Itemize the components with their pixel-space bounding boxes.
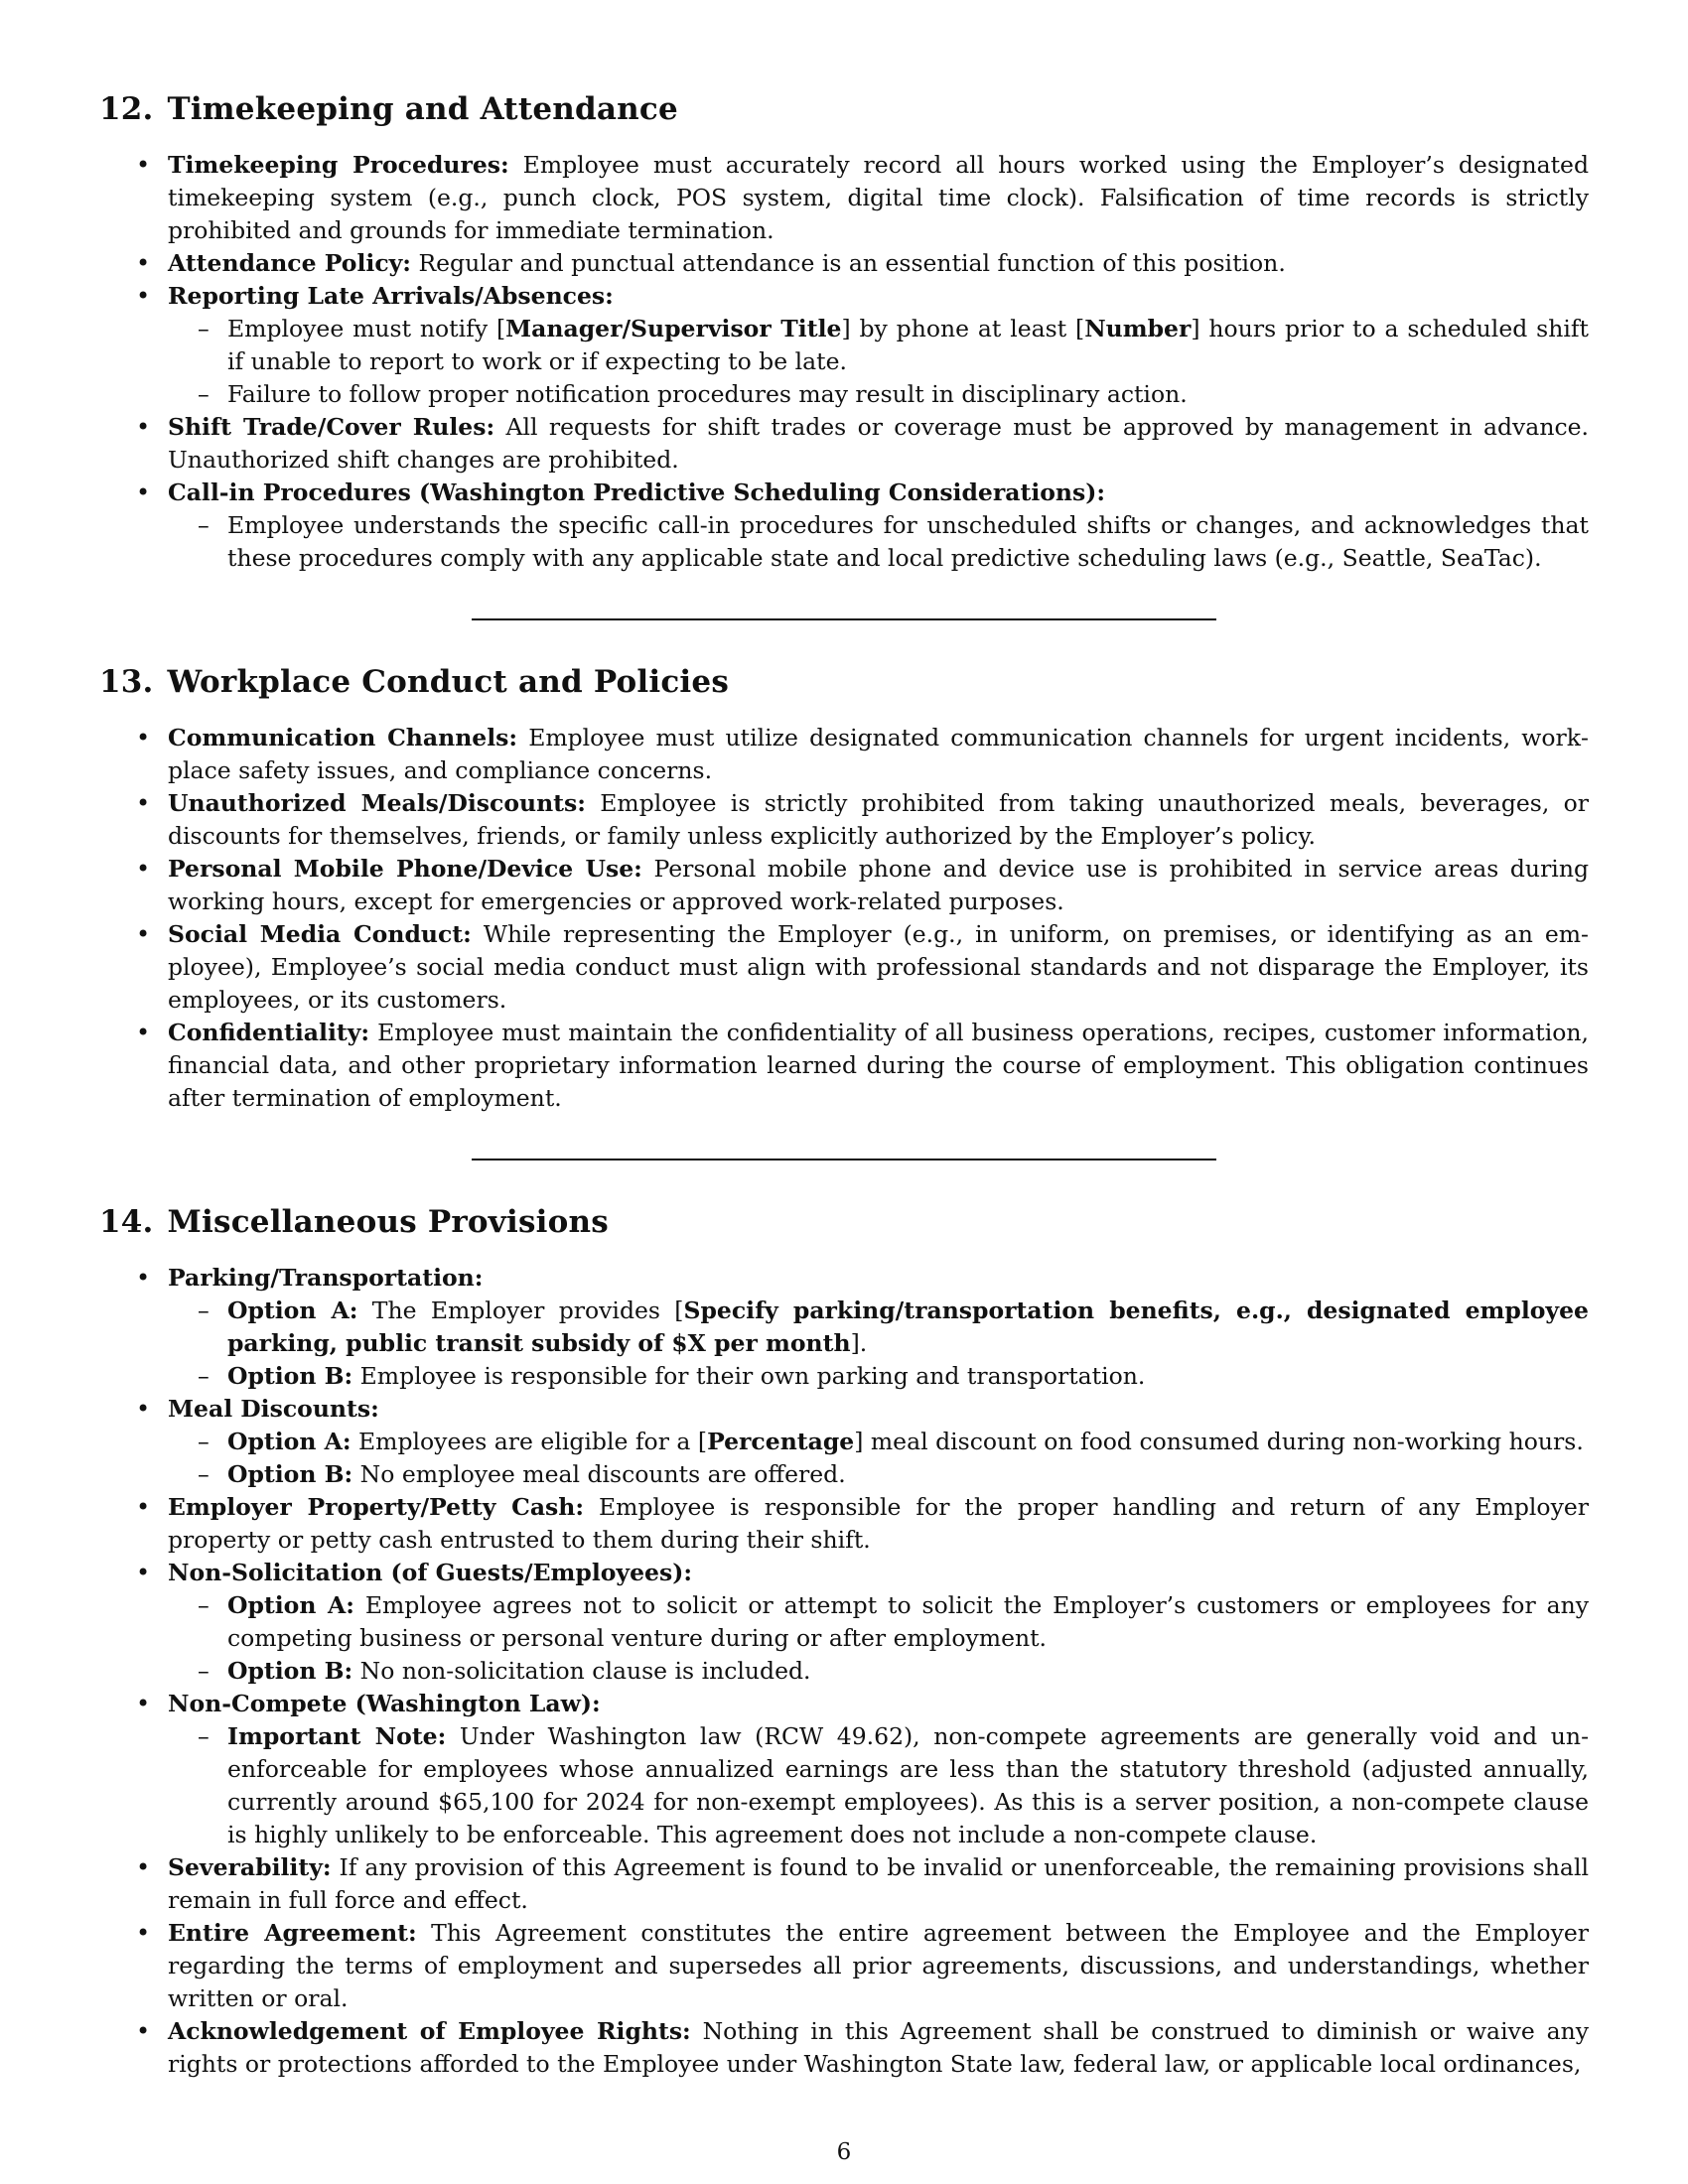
- sub-list: [168, 1295, 1589, 1393]
- sub-list: [168, 1589, 1589, 1688]
- item-label: Personal Mobile Phone/Device Use:: [168, 855, 642, 883]
- item-label: Attendance Policy:: [168, 249, 411, 277]
- option-label: Option A:: [227, 1591, 354, 1619]
- item-label: Non-Solicitation (of Guests/Employees):: [168, 1559, 693, 1586]
- sub-list-item: [168, 313, 1589, 378]
- item-text: Regular and punctual attendance is an essential function of this position.: [418, 249, 1286, 277]
- sub-list-item: [168, 1720, 1589, 1851]
- bullet-list: [99, 1262, 1589, 2081]
- placeholder-field: Percentage: [707, 1428, 855, 1455]
- list-item: [99, 2015, 1589, 2081]
- item-label: Timekeeping Procedures:: [168, 151, 509, 179]
- item-label: Entire Agreement:: [168, 1919, 417, 1947]
- placeholder-field: Specify parking/transportation benefits, e.g., designated employee parking, public transit subsidy of $X per month: [227, 1297, 1589, 1357]
- sub-list: [168, 1720, 1589, 1851]
- section-heading: [99, 1204, 1589, 1240]
- item-text: While representing the Employer (e.g., in uniform, on premises, or identifying as an employee), Employee’s social media conduct must align with professional standards and not disparage the Employer, its employees, or its customers.: [168, 920, 1589, 1014]
- page-number: 6: [836, 2139, 852, 2165]
- sub-list: [168, 313, 1589, 411]
- item-text: No non-solicitation clause is included.: [359, 1657, 811, 1685]
- section-title: Miscellaneous Provisions: [167, 1204, 609, 1240]
- horizontal-rule: [472, 1159, 1216, 1160]
- option-label: Option B:: [227, 1460, 353, 1488]
- option-label: Option B:: [227, 1657, 353, 1685]
- list-item: [99, 280, 1589, 411]
- item-text: Employee must utilize designated communication channels for urgent incidents, workplace safety issues, and compliance concerns.: [168, 724, 1589, 784]
- horizontal-rule: [472, 618, 1216, 620]
- item-label: Confidentiality:: [168, 1019, 370, 1046]
- item-label: Meal Discounts:: [168, 1395, 379, 1423]
- list-item: [99, 247, 1589, 280]
- sub-list-item: [168, 509, 1589, 575]
- option-label: Important Note:: [227, 1722, 447, 1750]
- item-label: Employer Property/Petty Cash:: [168, 1493, 585, 1521]
- item-text: All requests for shift trades or coverage must be approved by management in advance. Unauthorized shift changes are prohibited.: [168, 413, 1589, 474]
- item-text: Employee agrees not to solicit or attempt to solicit the Employer’s customers or employees for any competing business or personal venture during or after employment.: [227, 1591, 1589, 1652]
- sub-list-item: [168, 1655, 1589, 1688]
- item-text: Employee must notify [: [227, 315, 506, 342]
- list-item: [99, 722, 1589, 787]
- item-text: Under Washington law (RCW 49.62), non-compete agreements are generally void and unenforceable for employees whose annualized earnings are less than the statutory threshold (adjusted annually, currently around $65,100 for 2024 for non-exempt employees). As this is a server position, a non-compete clause is highly unlikely to be enforceable. This agreement does not include a non-compete clause.: [227, 1722, 1590, 1848]
- bullet-list: [99, 722, 1589, 1115]
- sub-list-item: [168, 1458, 1589, 1491]
- item-text: ].: [850, 1329, 868, 1357]
- item-text: Nothing in this Agreement shall be construed to diminish or waive any rights or protections afforded to the Employee under Washington State law, federal law, or applicable local ordinances,: [168, 2017, 1590, 2078]
- list-item: [99, 1393, 1589, 1491]
- item-label: Reporting Late Arrivals/Absences:: [168, 282, 614, 310]
- list-item: [99, 149, 1589, 247]
- item-text: Failure to follow proper notification procedures may result in disciplinary action.: [227, 380, 1188, 408]
- section-12: [99, 91, 1589, 575]
- list-item: [99, 1491, 1589, 1557]
- item-label: Non-Compete (Washington Law):: [168, 1690, 601, 1717]
- item-text: Employee must maintain the confidentiality of all business operations, recipes, customer information, financial data, and other proprietary information learned during the course of employment. This obligation continues after termination of employment.: [168, 1019, 1589, 1112]
- item-text: Employee understands the specific call-in procedures for unscheduled shifts or changes, and acknowledges that these procedures comply with any applicable state and local predictive scheduling laws (e.g., Seattle, SeaTac).: [227, 511, 1589, 572]
- list-item: [99, 853, 1589, 918]
- item-text: ] meal discount on food consumed during non-working hours.: [854, 1428, 1584, 1455]
- item-text: Employee is strictly prohibited from taking unauthorized meals, beverages, or discounts for themselves, friends, or family unless explicitly authorized by the Employer’s policy.: [168, 789, 1589, 850]
- section-heading: [99, 664, 1589, 700]
- item-label: Parking/Transportation:: [168, 1264, 484, 1292]
- item-text: Employee is responsible for the proper handling and return of any Employer property or petty cash entrusted to them during their shift.: [168, 1493, 1589, 1554]
- sub-list: [168, 509, 1589, 575]
- list-item: [99, 477, 1589, 575]
- list-item: [99, 1557, 1589, 1688]
- section-heading: [99, 91, 1589, 127]
- item-text: ] hours prior to a scheduled shift if unable to report to work or if expecting to be late.: [227, 315, 1589, 375]
- section-title: Timekeeping and Attendance: [167, 91, 678, 127]
- list-item: [99, 1851, 1589, 1917]
- sub-list-item: [168, 1360, 1589, 1393]
- sub-list-item: [168, 1295, 1589, 1360]
- placeholder-field: Manager/Supervisor Title: [505, 315, 842, 342]
- item-text: This Agreement constitutes the entire agreement between the Employee and the Employer regarding the terms of employment and supersedes all prior agreements, discussions, and understandings, whether written or oral.: [168, 1919, 1589, 2012]
- item-text: Employees are eligible for a [: [358, 1428, 708, 1455]
- list-item: [99, 918, 1589, 1017]
- section-14: [99, 1204, 1589, 2081]
- document-page: [99, 91, 1589, 2081]
- item-label: Social Media Conduct:: [168, 920, 472, 948]
- item-label: Severability:: [168, 1853, 332, 1881]
- list-item: [99, 787, 1589, 853]
- item-text: If any provision of this Agreement is found to be invalid or unenforceable, the remaining provisions shall remain in full force and effect.: [168, 1853, 1589, 1914]
- item-text: No employee meal discounts are offered.: [359, 1460, 846, 1488]
- item-text: Employee must accurately record all hours worked using the Employer’s designated timekeeping system (e.g., punch clock, POS system, digital time clock). Falsification of time records is strictly prohibited and grounds for immediate termination.: [168, 151, 1589, 244]
- option-label: Option A:: [227, 1297, 358, 1324]
- item-label: Unauthorized Meals/Discounts:: [168, 789, 586, 817]
- option-label: Option A:: [227, 1428, 352, 1455]
- sub-list: [168, 1426, 1589, 1491]
- sub-list-item: [168, 378, 1589, 411]
- item-text: ] by phone at least [: [841, 315, 1085, 342]
- sub-list-item: [168, 1589, 1589, 1655]
- section-title: Workplace Conduct and Policies: [167, 664, 729, 700]
- section-13: [99, 664, 1589, 1115]
- list-item: [99, 1917, 1589, 2015]
- item-text: Personal mobile phone and device use is prohibited in service areas during working hours, except for emergencies or approved work-related purposes.: [168, 855, 1589, 915]
- section-number: 14.: [99, 1204, 154, 1240]
- item-text: Employee is responsible for their own parking and transportation.: [359, 1362, 1146, 1390]
- list-item: [99, 1262, 1589, 1393]
- item-label: Call-in Procedures (Washington Predictive Scheduling Considerations):: [168, 478, 1106, 506]
- placeholder-field: Number: [1084, 315, 1192, 342]
- option-label: Option B:: [227, 1362, 353, 1390]
- item-label: Communication Channels:: [168, 724, 518, 751]
- section-number: 13.: [99, 664, 154, 700]
- item-text: The Employer provides [: [371, 1297, 684, 1324]
- sub-list-item: [168, 1426, 1589, 1458]
- bullet-list: [99, 149, 1589, 575]
- section-number: 12.: [99, 91, 154, 127]
- item-label: Acknowledgement of Employee Rights:: [168, 2017, 691, 2045]
- list-item: [99, 1017, 1589, 1115]
- item-label: Shift Trade/Cover Rules:: [168, 413, 495, 441]
- list-item: [99, 1688, 1589, 1851]
- list-item: [99, 411, 1589, 477]
